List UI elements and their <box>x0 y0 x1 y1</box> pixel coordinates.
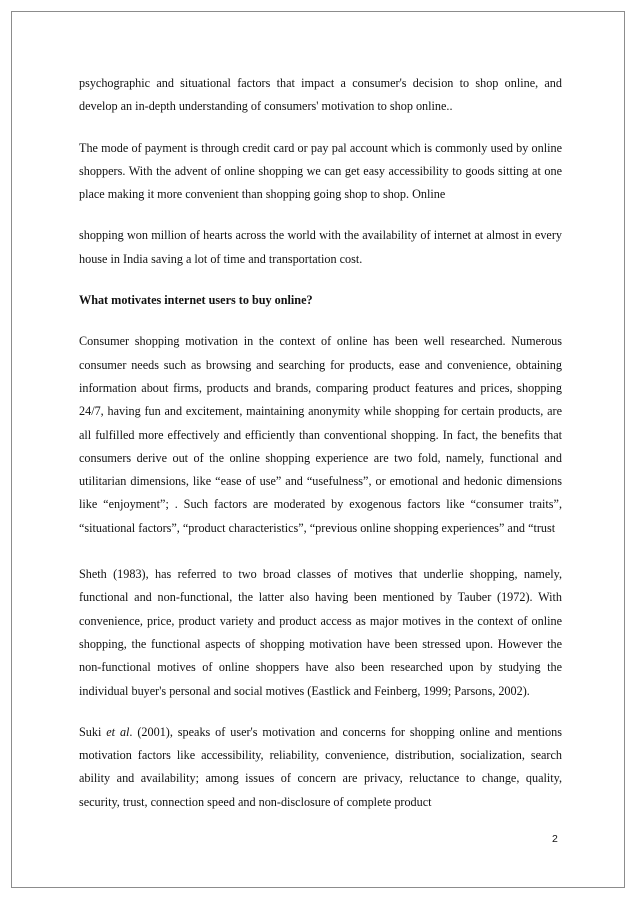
paragraph-consumer-motivation: Consumer shopping motivation in the context of online has been well researched. Numerous consumer needs such as browsing and searching for products, ease and convenience, obtaining information about firms, products and brands, comparing product features and prices, shopping 24/7, having fun and excitement, maintaining anonymity while shopping for certain products, are all fulfilled more effectively and efficiently than conventional shopping. In fact, the benefits that consumers derive out of the online shopping experience are two fold, namely, functional and utilitarian dimensions, like “ease of use” and “usefulness”, or emotional and hedonic dimensions like “enjoyment”; . Such factors are moderated by exogenous factors like “consumer traits”, “situational factors”, “product characteristics”, “previous online shopping experiences” and “trust <box>79 334 562 535</box>
paragraph-suki <box>79 721 562 814</box>
document-body <box>79 72 562 814</box>
section-heading: What motivates internet users to buy online? <box>79 293 313 308</box>
page-number: 2 <box>552 833 558 845</box>
paragraph-sheth: Sheth (1983), has referred to two broad classes of motives that underlie shopping, namely, functional and non-functional, the latter also having been mentioned by Tauber (1972). With convenience, price, product variety and product access as major motives in the context of online shopping, the functional aspects of shopping motivation have been stressed upon. However the non-functional motives of online shoppers have also been researched upon by studying the individual buyer's personal and social motives (Eastlick and Feinberg, 1999; Parsons, 2002). <box>79 567 562 698</box>
citation-author: Suki <box>79 724 107 739</box>
paragraph-payment-mode: The mode of payment is through credit card or pay pal account which is commonly used by online shoppers. With the advent of online shopping we can get easy accessibility to goods sitting at one place making it more convenient than shopping going shop to shop. Online <box>79 140 562 202</box>
paragraph-shopping-won: shopping won million of hearts across the world with the availability of internet at almost in every house in India saving a lot of time and transportation cost. <box>79 228 562 266</box>
citation-et-al: et al <box>106 724 130 739</box>
paragraph-suki-text: . (2001), speaks of user's motivation and concerns for shopping online and mentions motivation factors like accessibility, reliability, convenience, distribution, socialization, search ability and availability; among issues of concern are privacy, reluctance to change, quality, security, trust, connection speed and non-disclosure of complete product <box>79 724 562 809</box>
paragraph-psychographic: psychographic and situational factors that impact a consumer's decision to shop online, and develop an in-depth understanding of consumers' motivation to shop online.. <box>79 76 562 114</box>
